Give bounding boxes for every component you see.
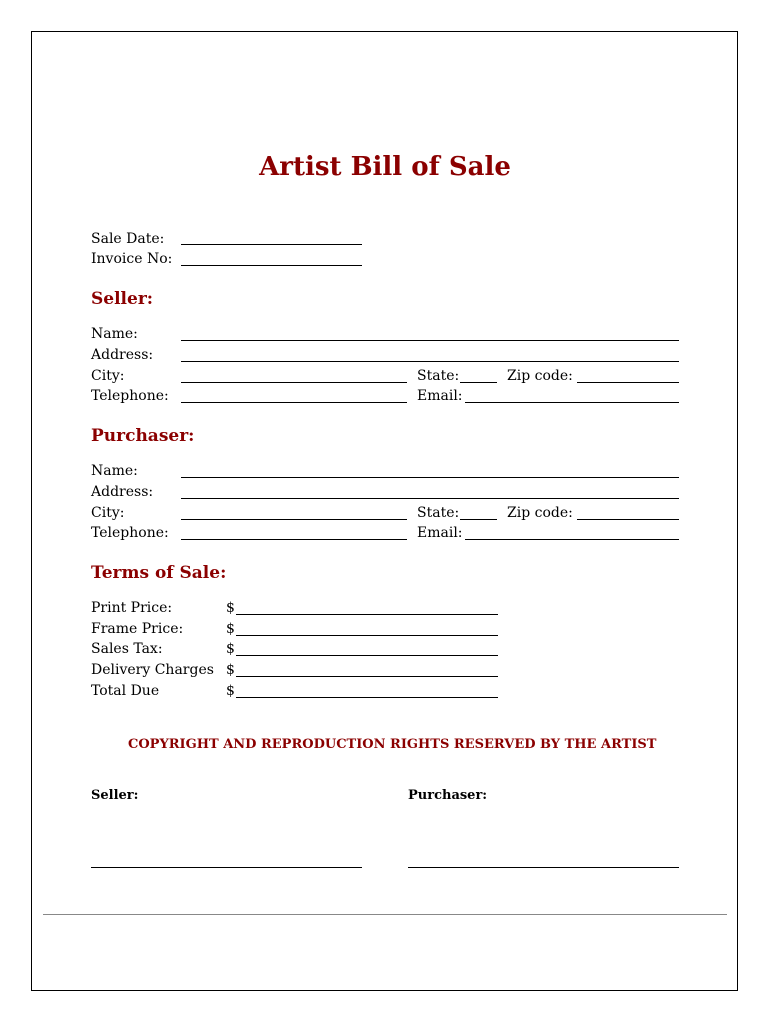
seller-zip-field[interactable] [577,382,679,383]
total-due-label: Total Due [91,683,160,699]
sale-date-field[interactable] [181,244,362,245]
delivery-charges-label: Delivery Charges [91,662,214,678]
purchaser-email-field[interactable] [465,539,679,540]
seller-state-label: State: [417,368,460,384]
print-price-field[interactable] [236,614,498,615]
purchaser-address-field[interactable] [181,498,679,499]
footer-divider [43,914,727,915]
seller-email-label: Email: [417,388,463,404]
sales-tax-field[interactable] [236,655,498,656]
seller-city-label: City: [91,368,125,384]
seller-signature-line[interactable] [91,867,362,868]
frame-price-label: Frame Price: [91,621,184,637]
seller-telephone-field[interactable] [181,402,407,403]
purchaser-city-label: City: [91,505,125,521]
seller-name-field[interactable] [181,340,679,341]
purchaser-zip-field[interactable] [577,519,679,520]
purchaser-name-field[interactable] [181,477,679,478]
purchaser-zip-label: Zip code: [507,505,573,521]
copyright-notice: COPYRIGHT AND REPRODUCTION RIGHTS RESERVED BY THE ARTIST [128,737,657,752]
print-price-currency: $ [226,600,235,616]
seller-address-field[interactable] [181,361,679,362]
purchaser-email-label: Email: [417,525,463,541]
total-due-currency: $ [226,683,235,699]
seller-heading: Seller: [91,289,154,309]
delivery-charges-currency: $ [226,662,235,678]
invoice-no-label: Invoice No: [91,251,173,267]
seller-zip-label: Zip code: [507,368,573,384]
seller-email-field[interactable] [465,402,679,403]
seller-city-field[interactable] [181,382,407,383]
seller-signature-label: Seller: [91,788,139,803]
purchaser-signature-line[interactable] [408,867,679,868]
purchaser-telephone-label: Telephone: [91,525,169,541]
seller-telephone-label: Telephone: [91,388,169,404]
invoice-no-field[interactable] [181,265,362,266]
seller-state-field[interactable] [460,382,497,383]
purchaser-name-label: Name: [91,463,138,479]
sales-tax-currency: $ [226,641,235,657]
sales-tax-label: Sales Tax: [91,641,163,657]
total-due-field[interactable] [236,697,498,698]
print-price-label: Print Price: [91,600,173,616]
frame-price-currency: $ [226,621,235,637]
purchaser-state-label: State: [417,505,460,521]
sale-date-label: Sale Date: [91,231,165,247]
purchaser-city-field[interactable] [181,519,407,520]
seller-name-label: Name: [91,326,138,342]
purchaser-address-label: Address: [91,484,154,500]
seller-address-label: Address: [91,347,154,363]
purchaser-signature-label: Purchaser: [408,788,488,803]
purchaser-heading: Purchaser: [91,426,195,446]
delivery-charges-field[interactable] [236,676,498,677]
purchaser-telephone-field[interactable] [181,539,407,540]
document-title: Artist Bill of Sale [259,152,511,182]
frame-price-field[interactable] [236,635,498,636]
terms-heading: Terms of Sale: [91,563,227,583]
purchaser-state-field[interactable] [460,519,497,520]
